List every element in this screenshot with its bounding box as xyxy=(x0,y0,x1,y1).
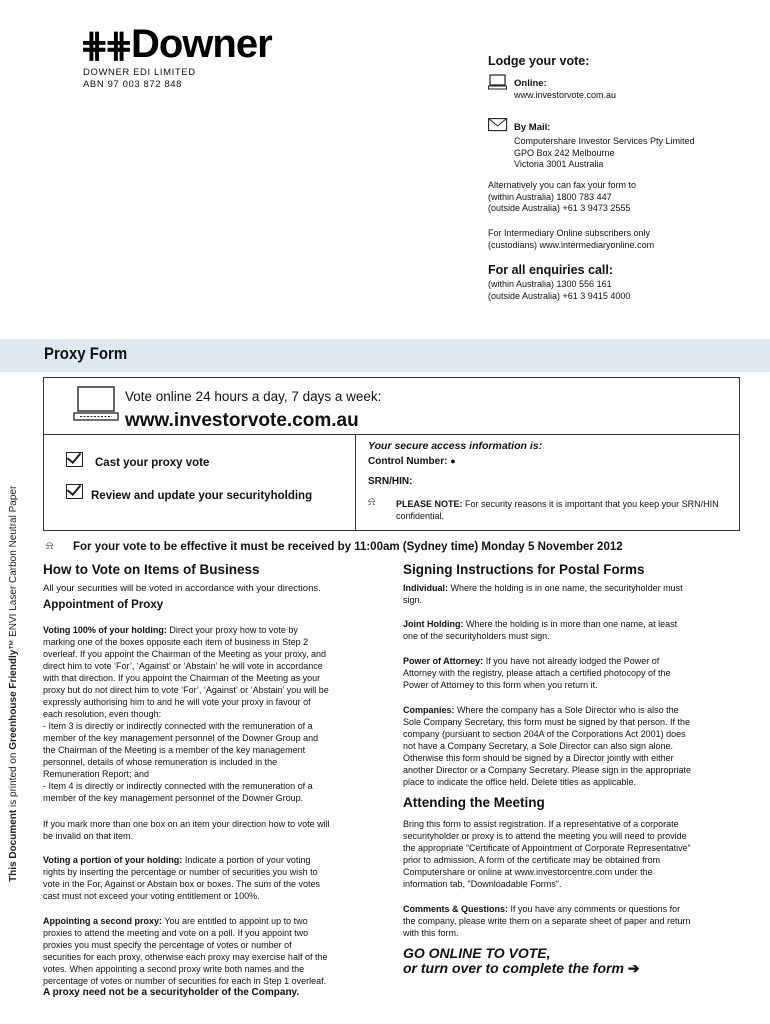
enquiries-title: For all enquiries call: xyxy=(488,263,614,277)
voting-100-line: - Item 3 is directly or indirectly connected with the remuneration of a xyxy=(43,721,313,731)
intermediary-line: For Intermediary Online subscribers only xyxy=(488,228,651,238)
side-text-printed: is printed on xyxy=(8,749,19,810)
portion-line: rights by inserting the percentage or number of securities you wish to xyxy=(43,867,318,877)
poa-text: If you have not already lodged the Power of xyxy=(485,656,660,666)
joint-text: Where the holding is in more than one name, at least xyxy=(466,619,678,629)
downer-logo xyxy=(80,24,272,66)
portion-line xyxy=(43,854,383,866)
voting-100-text: Direct your proxy how to vote by xyxy=(169,625,298,635)
poa-line xyxy=(403,655,743,667)
deadline-text: For your vote to be effective it must be received by 11:00am (Sydney time) Monday 5 November 2012 xyxy=(73,541,623,553)
online-label: Online: xyxy=(514,78,547,89)
company-info xyxy=(83,67,196,91)
company-name: DOWNER EDI LIMITED xyxy=(83,67,196,78)
srn-hin: SRN/HIN: xyxy=(368,476,413,487)
portion-line: cast must not exceed your voting entitlement or 100%. xyxy=(43,891,260,901)
vote-online-text: Vote online 24 hours a day, 7 days a week: xyxy=(125,389,382,404)
individual-text: Where the holding is in one name, the securityholder must xyxy=(450,583,683,593)
note-label: PLEASE NOTE: xyxy=(396,499,463,509)
how-to-vote-title: How to Vote on Items of Business xyxy=(43,562,260,577)
attending-line: information tab, "Downloadable Forms". xyxy=(403,879,562,889)
companies-line: place to indicate the office held. Delete titles as applicable. xyxy=(403,777,636,787)
second-proxy-line xyxy=(43,915,383,927)
company-abn: ABN 97 003 872 848 xyxy=(83,79,183,90)
cast-vote-item: Cast your proxy vote xyxy=(95,457,210,469)
arrow-right-icon: ➔ xyxy=(627,960,640,976)
checkbox-icon xyxy=(66,452,83,467)
how-to-vote-text: All your securities will be voted in accordance with your directions. xyxy=(43,583,321,594)
appointment-title: Appointment of Proxy xyxy=(43,599,164,611)
companies-line: another Director or a Company Secretary. Please sign in the appropriate xyxy=(403,765,691,775)
go-online-line xyxy=(403,961,640,976)
computer-icon xyxy=(488,74,508,90)
note-text: For security reasons it is important that you keep your SRN/HIN confidential. xyxy=(396,499,719,521)
portion-label: Voting a portion of your holding: xyxy=(43,855,183,865)
proxy-closing-note: A proxy need not be a securityholder of the Company. xyxy=(43,987,300,998)
logo-text: Downer xyxy=(130,22,272,66)
individual-label: Individual: xyxy=(403,583,448,593)
comments-line: with this form. xyxy=(403,928,459,938)
mail-address xyxy=(514,136,695,171)
intermediary-line: (custodians) www.intermediaryonline.com xyxy=(488,239,655,250)
individual-section xyxy=(403,582,743,606)
companies-line: Otherwise this form should be signed by a Director jointly with either xyxy=(403,753,674,763)
voting-100-line xyxy=(43,624,383,636)
side-text-paper: ™ ENVI Laser Carbon Neutral Paper xyxy=(8,485,19,650)
fax-line: (within Australia) 1800 783 447 xyxy=(488,191,612,202)
go-online-text: or turn over to complete the form xyxy=(403,960,624,976)
voting-100-line: with that direction. If you appoint the Chairman of the Meeting as your xyxy=(43,673,321,683)
comments-label: Comments & Questions: xyxy=(403,904,509,914)
divider xyxy=(355,434,356,531)
joint-line: one of the securityholders must sign. xyxy=(403,631,550,641)
portion-section xyxy=(43,854,383,902)
second-proxy-line: securities for each proxy, otherwise each proxy may exercise half of the xyxy=(43,952,328,962)
divider xyxy=(43,434,740,435)
voting-100-line: overleaf. If you appoint the Chairman of the Meeting as your proxy, and xyxy=(43,649,326,659)
attending-section xyxy=(403,818,748,890)
joint-label: Joint Holding: xyxy=(403,619,464,629)
invalid-line: If you mark more than one box on an item your direction how to vote will xyxy=(43,819,330,829)
companies-line: Sole Company Secretary, this form must be signed by that person. If the xyxy=(403,717,690,727)
portion-text: Indicate a portion of your voting xyxy=(184,855,311,865)
attending-line: Computershare or online at www.investorcentre.com under the xyxy=(403,867,653,877)
companies-section xyxy=(403,704,743,788)
logo-mark-icon: ⋕⋕ xyxy=(80,27,129,65)
mail-icon xyxy=(488,118,508,132)
proxy-form-title: Proxy Form xyxy=(44,344,128,363)
joint-section xyxy=(403,618,743,642)
invalid-section xyxy=(43,818,383,842)
joint-line xyxy=(403,618,743,630)
fax-line: (outside Australia) +61 3 9473 2555 xyxy=(488,203,631,213)
voting-100-line: member of the key management personnel of the Downer Group. xyxy=(43,793,304,803)
comments-line xyxy=(403,903,748,915)
fax-line: Alternatively you can fax your form to xyxy=(488,180,637,190)
control-number-label: Control Number: xyxy=(368,456,448,467)
companies-line: company (pursuant to section 204A of the Corporations Act 2001) does xyxy=(403,729,686,739)
mail-label: By Mail: xyxy=(514,122,551,133)
voting-100-section xyxy=(43,624,383,804)
secure-access-title: Your secure access information is: xyxy=(368,440,543,452)
voting-100-line: member of the key management personnel of the Downer Group and xyxy=(43,733,319,743)
companies-line xyxy=(403,704,743,716)
second-proxy-line: proxies you must specify the percentage of votes or number of xyxy=(43,940,292,950)
voting-100-line: proxy but do not direct him to vote ‘For’, ‘Against’ or ‘Abstain’ you will be xyxy=(43,685,329,695)
attending-line: Bring this form to assist registration. If a representative of a corporate xyxy=(403,819,679,829)
online-url[interactable]: www.investorvote.com.au xyxy=(514,90,617,100)
second-proxy-label: Appointing a second proxy: xyxy=(43,916,163,926)
second-proxy-line: votes. When appointing a second proxy write both names and the xyxy=(43,964,305,974)
attending-line: the appropriate “Certificate of Appointment of Corporate Representative” xyxy=(403,843,691,853)
individual-line: sign. xyxy=(403,595,423,605)
poa-line: Attorney with the registry, please attach a certified photocopy of the xyxy=(403,668,671,678)
voting-100-line: the Chairman of the Meeting is a member of the key management xyxy=(43,745,306,755)
comments-section xyxy=(403,903,748,939)
lock-icon: ● xyxy=(450,456,456,466)
alarm-icon: ⍾ xyxy=(46,540,54,552)
companies-text: Where the company has a Sole Director who is also the xyxy=(457,705,679,715)
poa-label: Power of Attorney: xyxy=(403,656,484,666)
please-note xyxy=(396,498,736,522)
side-text-doc: This Document xyxy=(8,809,19,882)
voting-100-line: Remuneration Report; and xyxy=(43,769,150,779)
enquiry-line: (outside Australia) +61 3 9415 4000 xyxy=(488,290,631,301)
control-number xyxy=(368,456,456,467)
second-proxy-line: proxies to attend the meeting and vote on a poll. If you appoint two xyxy=(43,928,309,938)
voting-100-line: expressly authorising him to and he will vote your proxy in favour of xyxy=(43,697,311,707)
enquiries-info xyxy=(488,279,630,302)
companies-line: not have a Company Secretary, a Sole Director can also sign alone. xyxy=(403,741,673,751)
portion-line: vote in the For, Against or Abstain box or boxes. The sum of the votes xyxy=(43,879,320,889)
voting-100-line: - Item 4 is directly or indirectly connected with the remuneration of a xyxy=(43,781,313,791)
companies-label: Companies: xyxy=(403,705,455,715)
second-proxy-section xyxy=(43,915,383,999)
attending-line: securityholder or proxy is to attend the meeting you will need to provide xyxy=(403,831,687,841)
voting-100-line: marking one of the boxes opposite each item of business in Step 2 xyxy=(43,637,309,647)
individual-line xyxy=(403,582,743,594)
mail-line: Computershare Investor Services Pty Limited xyxy=(514,136,695,146)
fax-info xyxy=(488,180,636,215)
side-text-greenhouse: Greenhouse Friendly xyxy=(8,649,19,750)
second-proxy-line: percentage of votes or number of securities for each in Step 1 overleaf. xyxy=(43,976,327,986)
signing-title: Signing Instructions for Postal Forms xyxy=(403,562,645,577)
bell-icon: ⍾ xyxy=(368,496,376,508)
side-paper-note xyxy=(8,462,19,882)
update-holding-item: Review and update your securityholding xyxy=(91,490,313,502)
intermediary-info xyxy=(488,228,654,251)
voting-100-line: direct him to vote ‘For’, ‘Against’ or ‘Abstain’ he will vote in accordance xyxy=(43,661,323,671)
comments-text: If you have any comments or questions for xyxy=(510,904,681,914)
voting-100-line: each resolution, even though: xyxy=(43,709,162,719)
vote-online-url[interactable]: www.investorvote.com.au xyxy=(125,410,359,431)
second-proxy-text: You are entitled to appoint up to two xyxy=(164,916,308,926)
lodge-title: Lodge your vote: xyxy=(488,54,590,68)
voting-100-line: personnel, details of whose remuneration is included in the xyxy=(43,757,278,767)
enquiry-line: (within Australia) 1300 556 161 xyxy=(488,279,612,289)
go-online-cta xyxy=(403,946,640,976)
go-online-line: GO ONLINE TO VOTE, xyxy=(403,945,551,961)
attending-title: Attending the Meeting xyxy=(403,795,545,810)
mail-line: Victoria 3001 Australia xyxy=(514,159,604,169)
poa-line: Power of Attorney to this form when you return it. xyxy=(403,680,598,690)
attending-line: prior to admission. A form of the certificate may be obtained from xyxy=(403,855,661,865)
poa-section xyxy=(403,655,743,691)
comments-line: the company, please write them on a separate sheet of paper and return xyxy=(403,916,691,926)
invalid-line: be invalid on that item. xyxy=(43,831,134,841)
voting-100-label: Voting 100% of your holding: xyxy=(43,625,167,635)
checkbox-icon xyxy=(66,484,83,499)
mail-line: GPO Box 242 Melbourne xyxy=(514,147,615,158)
laptop-icon xyxy=(73,386,119,422)
